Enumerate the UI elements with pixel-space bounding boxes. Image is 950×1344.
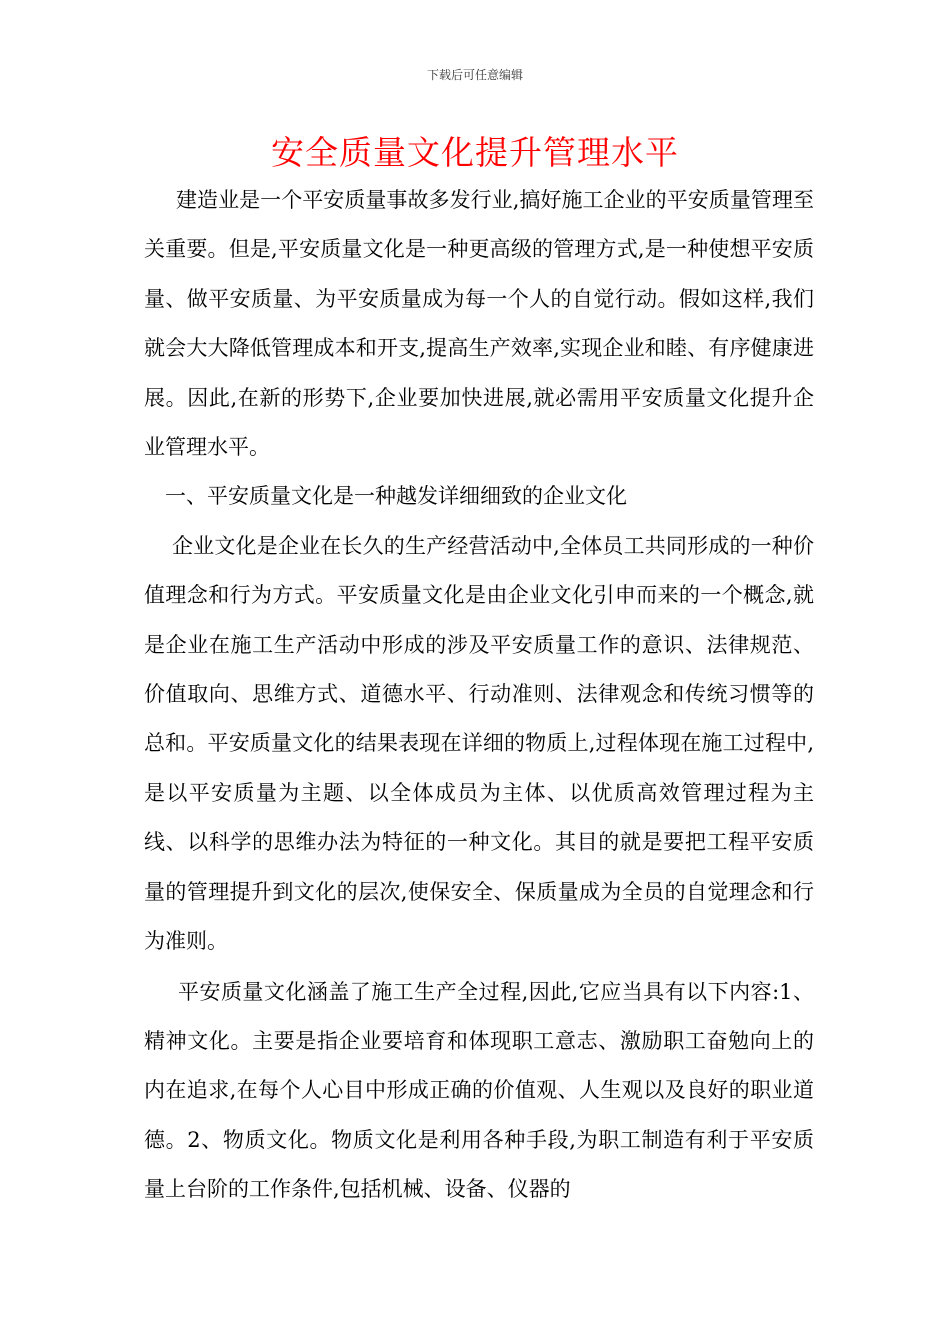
paragraph-enterprise-culture: 企业文化是企业在长久的生产经营活动中,全体员工共同形成的一种价值理念和行为方式。平安质量文化是由企业文化引申而来的一个概念,就是企业在施工生产活动中形成的涉及平安质量工作的意识、法律规范、价值取向、思维方式、道德水平、行动准则、法律观念和传统习惯等的总和。平安质量文化的结果表现在详细的物质上,过程体现在施工过程中,是以平安质量为主题、以全体成员为主体、以优质高效管理过程为主线、以科学的思维办法为特征的一种文化。其目的就是要把工程平安质量的管理提升到文化的层次,使保安全、保质量成为全员的自觉理念和行为准则。	[144, 533, 814, 954]
document-title: 安全质量文化提升管理水平	[271, 133, 679, 172]
header-note: 下载后可任意编辑	[426, 68, 523, 82]
paragraph-intro: 建造业是一个平安质量事故多发行业,搞好施工企业的平安质量管理至关重要。但是,平安质量文化是一种更高级的管理方式,是一种使想平安质量、做平安质量、为平安质量成为每一个人的自觉行动。假如这样,我们就会大大降低管理成本和开支,提高生产效率,实现企业和睦、有序健康进展。因此,在新的形势下,企业要加快进展,就必需用平安质量文化提升企业管理水平。	[144, 188, 814, 460]
section-heading-1: 一、平安质量文化是一种越发详细细致的企业文化	[165, 484, 627, 509]
paragraph-culture-content: 平安质量文化涵盖了施工生产全过程,因此,它应当具有以下内容:1、精神文化。主要是指企业要培育和体现职工意志、激励职工奋勉向上的内在追求,在每个人心目中形成正确的价值观、人生观以及良好的职业道德。2、物质文化。物质文化是利用各种手段,为职工制造有利于平安质量上台阶的工作条件,包括机械、设备、仪器的	[144, 979, 814, 1202]
document-body	[144, 176, 814, 1215]
